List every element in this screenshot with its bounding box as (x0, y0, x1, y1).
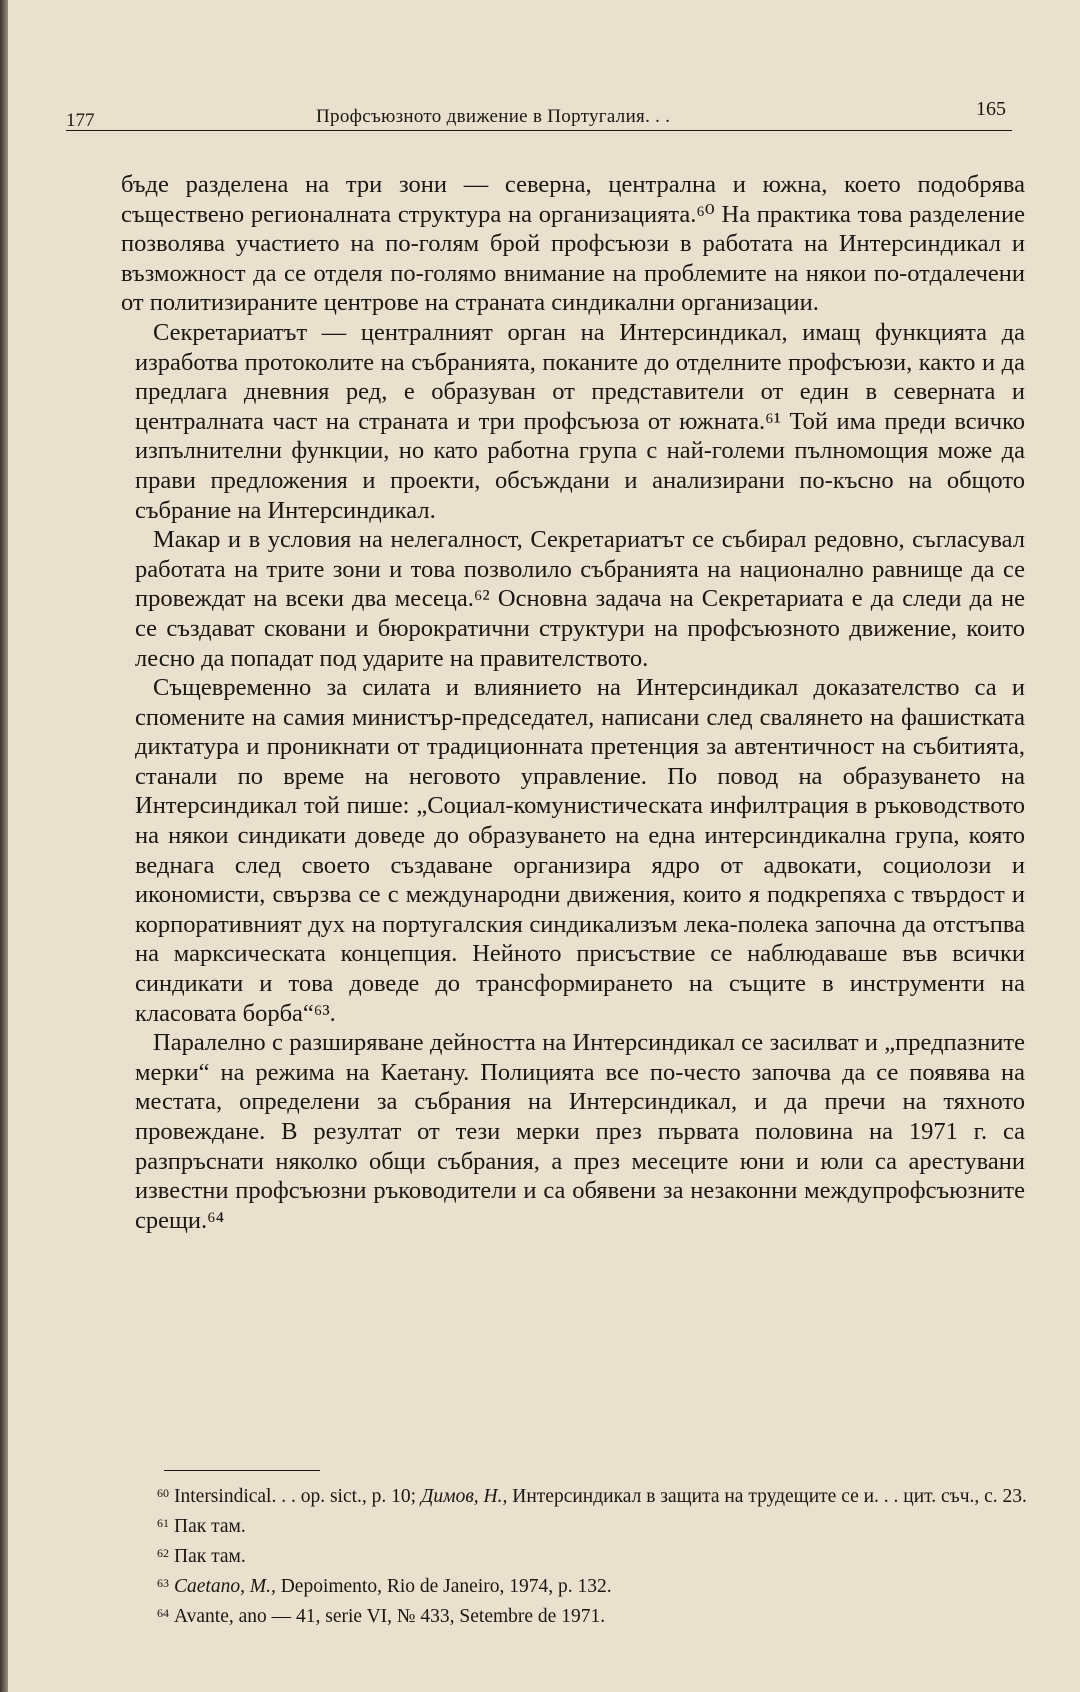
footnote-63 (157, 1570, 1030, 1600)
footnote-number: 61 (157, 1516, 169, 1530)
footnote-62 (157, 1540, 1030, 1570)
footnote-61 (157, 1510, 1030, 1540)
footnote-60 (125, 1480, 1030, 1510)
main-text (121, 170, 1025, 1235)
paragraph-2: Секретариатът — централният орган на Интерсиндикал, имащ функцията да изработва протоколите на събранията, поканите до отделните профсъюзи, както и да предлага дневния ред, е образуван от представители от един в северната и централната част на страната и три профсъюза от южната.⁶¹ Той има преди всичко изпълнителни функции, но като работна група с най-големи пълномощия може да прави предложения и проекти, обсъждани и анализирани по-късно на общото събрание на Интерсиндикал. (135, 318, 1025, 524)
footnote-text: Intersindical. . . op. sict., p. 10; (174, 1486, 421, 1507)
page-number: 165 (976, 98, 1006, 120)
paragraph-1: бъде разделена на три зони — северна, централна и южна, което подобрява съществено регионалната структура на организацията.⁶⁰ На практика това разделение позволява участието на по-голям брой профсъюзи в работата на Интерсиндикал и възможност да се отделя по-голямо внимание на проблемите на някои по-отдалечени от политизираните центрове на страната синдикални организации. (121, 171, 1025, 317)
footnote-number: 63 (157, 1576, 169, 1590)
footnote-author: Димов, Н., (420, 1486, 508, 1507)
paragraph-4: Същевременно за силата и влиянието на Интерсиндикал доказателство са и спомените на самия министър-председател, написани след свалянето на фашистката диктатура и проникнати от традиционната претенция за автентичност на събитията, станали по време на неговото управление. По повод на образуването на Интерсиндикал той пише: „Социал-комунистическата инфилтрация в ръководството на някои синдикати доведе до образуването на една интерсиндикална група, която веднага след своето създаване организира ядро от адвокати, социолози и икономисти, свързва се с международни движения, които я подкрепяха с твърдост и корпоративният дух на португалския синдикализъм лека-полека започна да отстъпва на марксическата концепция. Нейното присъствие се наблюдаваше във всички синдикати и това доведе до трансформирането на същите в инструменти на класовата борба“⁶³. (135, 674, 1025, 1027)
footnote-text: Пак там. (174, 1546, 246, 1567)
footnote-author: Caetano, M., (174, 1576, 276, 1597)
footnote-64 (157, 1600, 1030, 1630)
header-left-number: 177 (66, 110, 95, 131)
footnote-number: 64 (157, 1606, 169, 1620)
paragraph-5: Паралелно с разширяване дейността на Интерсиндикал се засилват и „предпазните мерки“ на режима на Каетану. Полицията все по-често започва да се появява на местата, определени за събрания на Интерсиндикал, и да пречи на тяхното провеждане. В резултат от тези мерки през първата половина на 1971 г. са разпръснати няколко общи събрания, а през месеците юни и юли са арестувани известни профсъюзни ръководители и са обявени за незаконни междупрофсъюзните срещи.⁶⁴ (135, 1029, 1025, 1234)
footnote-text: Depoimento, Rio de Janeiro, 1974, p. 132. (275, 1576, 612, 1597)
footnote-text: Avante, ano — 41, serie VI, № 433, Setembre de 1971. (174, 1606, 606, 1627)
footnote-divider (164, 1470, 320, 1471)
header-title: Профсъюзното движение в Португалия. . . (316, 106, 671, 127)
running-header (66, 98, 1012, 131)
book-spine-shadow (0, 0, 8, 1692)
footnote-number: 60 (157, 1486, 169, 1500)
footnote-text: Пак там. (174, 1516, 246, 1537)
paragraph-3: Макар и в условия на нелегалност, Секретариатът се събирал редовно, съгласувал работата на трите зони и това позволило събранията на национално равнище да се провеждат на всеки два месеца.⁶² Основна задача на Секретариата е да следи да не се създават сковани и бюрократични структури на профсъюзното движение, които лесно да попадат под ударите на правителството. (135, 526, 1025, 672)
footnote-text: Интерсиндикал в защита на трудещите се и. . . цит. съч., с. 23. (507, 1486, 1027, 1507)
footnote-number: 62 (157, 1546, 169, 1560)
footnotes (125, 1480, 1030, 1630)
